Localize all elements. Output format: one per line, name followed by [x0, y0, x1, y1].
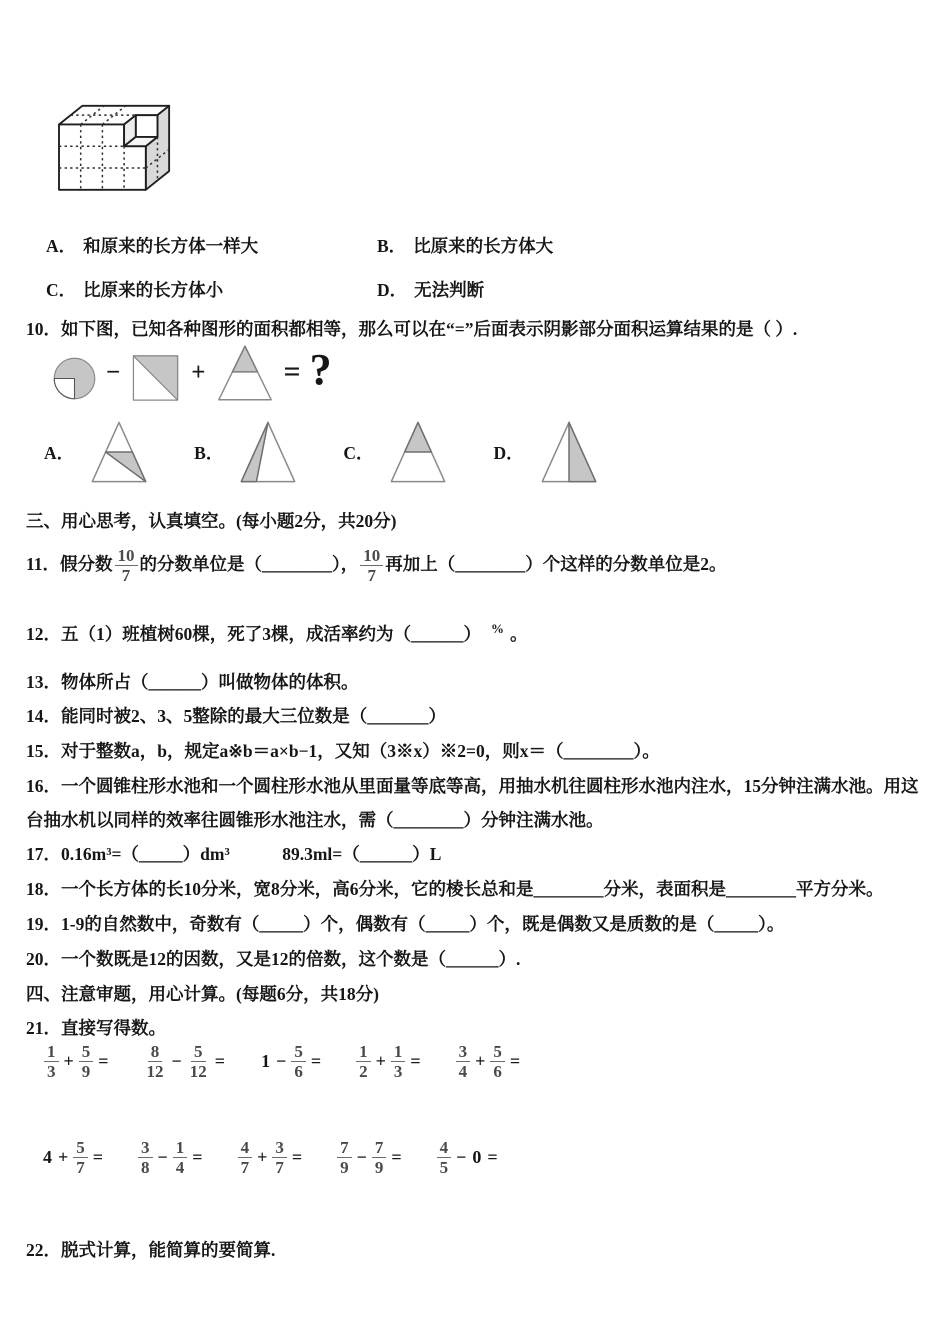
fraction: $\frac{3}{8}$: [138, 1138, 153, 1178]
section-4-header: 四、注意审题，用心计算。(每题6分，共18分): [26, 983, 379, 1004]
question-22: 22．脱式计算，能简算的要简算.: [26, 1239, 276, 1260]
calc-expression: $\frac{3}{8}$ − $\frac{1}{4}$ =: [136, 1138, 206, 1178]
triangle-left-sliver-shaded-icon: [239, 420, 297, 484]
option-d-letter: D．: [493, 442, 524, 463]
question-mark: ?: [309, 345, 332, 394]
option-c-letter: C．: [343, 442, 374, 463]
equals-sign: =: [283, 355, 301, 388]
option-a-text: 和原来的长方体一样大: [83, 236, 259, 256]
fraction: $\frac{4}{7}$: [238, 1138, 253, 1178]
option-b-letter: B．: [194, 442, 224, 463]
fraction: $\frac{1}{3}$: [391, 1042, 406, 1082]
triangle-mid-right-sliver-shaded-icon: [90, 420, 148, 484]
section-3-header: 三、用心思考，认真填空。(每小题2分，共20分): [26, 511, 397, 531]
calc-expression: 1 − $\frac{5}{6}$ =: [261, 1041, 322, 1082]
question-14: 14．能同时被2、3、5整除的最大三位数是（_______）: [26, 705, 446, 726]
option-a-letter: A．: [44, 442, 75, 463]
question-21-label: 21．直接写得数。: [26, 1017, 166, 1038]
option-c-letter: C．: [46, 280, 77, 300]
plus-operator: +: [191, 358, 206, 386]
option-b-letter: B．: [377, 236, 407, 256]
fraction: $\frac{5}{6}$: [490, 1042, 505, 1082]
question-11: 11．假分数 $\frac{10}{7}$ 的分数单位是（________）， $\frac{10}{7}$ 再加上（________）个这样的分数单位是2。: [26, 545, 727, 586]
fraction: $\frac{5}{7}$: [73, 1138, 88, 1178]
question-10-text: 10．如下图，已知各种图形的面积都相等，那么可以在“=”后面表示阴影部分面积运算结果的是（ ）.: [26, 319, 798, 339]
calc-expression: $\frac{1}{3}$ + $\frac{5}{9}$ =: [42, 1042, 112, 1082]
question-12: 12．五（1）班植树60棵，死了3棵，成活率约为（______） % 。: [26, 621, 528, 644]
calc-row-1: [42, 1037, 950, 1087]
option-a: [46, 233, 377, 258]
question-17: 17．0.16m³=（_____）dm³ 89.3ml=（______）L: [26, 843, 442, 864]
option-d: [377, 277, 950, 302]
fraction: $\frac{8}{12}$: [146, 1041, 164, 1082]
question-18: 18．一个长方体的长10分米，宽8分米，高6分米，它的棱长总和是________分米，表面积是________平方分米。: [26, 878, 884, 899]
option-c: [343, 420, 447, 484]
fraction: $\frac{10}{7}$: [360, 546, 383, 586]
calc-expression: $\frac{7}{9}$ − $\frac{7}{9}$ =: [335, 1138, 405, 1178]
calc-expression: $\frac{4}{7}$ + $\frac{3}{7}$ =: [236, 1138, 306, 1178]
question-19: 19．1-9的自然数中，奇数有（_____）个，偶数有（_____）个，既是偶数又是质数的是（_____）。: [26, 913, 785, 934]
calc-expression: $\frac{3}{4}$ + $\frac{5}{6}$ =: [454, 1042, 524, 1082]
percent-superscript: %: [491, 621, 504, 636]
calc-expression: $\frac{4}{5}$ − 0 =: [435, 1138, 501, 1178]
fraction: $\frac{7}{9}$: [372, 1138, 387, 1178]
fraction: $\frac{4}{5}$: [437, 1138, 452, 1178]
question-16: 16．一个圆锥柱形水池和一个圆柱形水池从里面量等底等高，用抽水机往圆柱形水池内注水，15分钟注满水池。用这台抽水机以同样的效率往圆锥形水池注水，需（________）分钟注满水池。: [26, 775, 919, 830]
option-b-text: 比原来的长方体大: [413, 236, 554, 256]
question-20: 20．一个数既是12的因数，又是12的倍数，这个数是（______）.: [26, 948, 521, 969]
calc-expression: 4 + $\frac{5}{7}$ =: [43, 1137, 104, 1178]
fraction: $\frac{5}{12}$: [189, 1041, 207, 1082]
fraction: $\frac{3}{4}$: [456, 1042, 471, 1082]
triangle-top-shaded-icon: [389, 420, 447, 484]
question-15: 15．对于整数a，b，规定a※b＝a×b−1，又知（3※x）※2=0，则x＝（________）。: [26, 740, 660, 761]
fraction: $\frac{7}{9}$: [337, 1138, 352, 1178]
circle-three-quarter-shaded-icon: [52, 355, 97, 402]
fraction: $\frac{10}{7}$: [115, 546, 138, 586]
fraction: $\frac{1}{2}$: [356, 1042, 371, 1082]
cuboid-icon: [45, 93, 185, 197]
option-b: [377, 233, 950, 258]
option-c: [46, 277, 377, 302]
option-d: [493, 420, 597, 484]
calc-row-2: [40, 1133, 950, 1183]
square-half-shaded-icon: [129, 354, 182, 402]
question-10-figure: [52, 342, 950, 402]
option-d-letter: D．: [377, 280, 408, 300]
option-a-letter: A．: [46, 236, 77, 256]
question-10-options: [44, 418, 950, 486]
fraction: $\frac{5}{6}$: [291, 1042, 306, 1082]
calc-expression: $\frac{8}{12}$ − $\frac{5}{12}$ =: [142, 1042, 229, 1082]
triangle-right-half-shaded-icon: [540, 420, 598, 484]
calc-expression: $\frac{1}{2}$ + $\frac{1}{3}$ =: [354, 1042, 424, 1082]
fraction: $\frac{1}{3}$: [44, 1042, 59, 1082]
question-13: 13．物体所占（______）叫做物体的体积。: [26, 671, 359, 692]
option-c-text: 比原来的长方体小: [83, 280, 224, 300]
fraction: $\frac{3}{7}$: [272, 1138, 287, 1178]
option-a: [44, 420, 148, 484]
question-9-options: [46, 233, 950, 302]
fraction: $\frac{5}{9}$: [79, 1042, 94, 1082]
option-b: [194, 420, 297, 484]
option-d-text: 无法判断: [414, 280, 485, 300]
cuboid-figure: [45, 93, 185, 197]
triangle-top-shaded-icon: [215, 344, 275, 402]
fraction: $\frac{1}{4}$: [173, 1138, 188, 1178]
minus-operator: −: [106, 358, 121, 386]
